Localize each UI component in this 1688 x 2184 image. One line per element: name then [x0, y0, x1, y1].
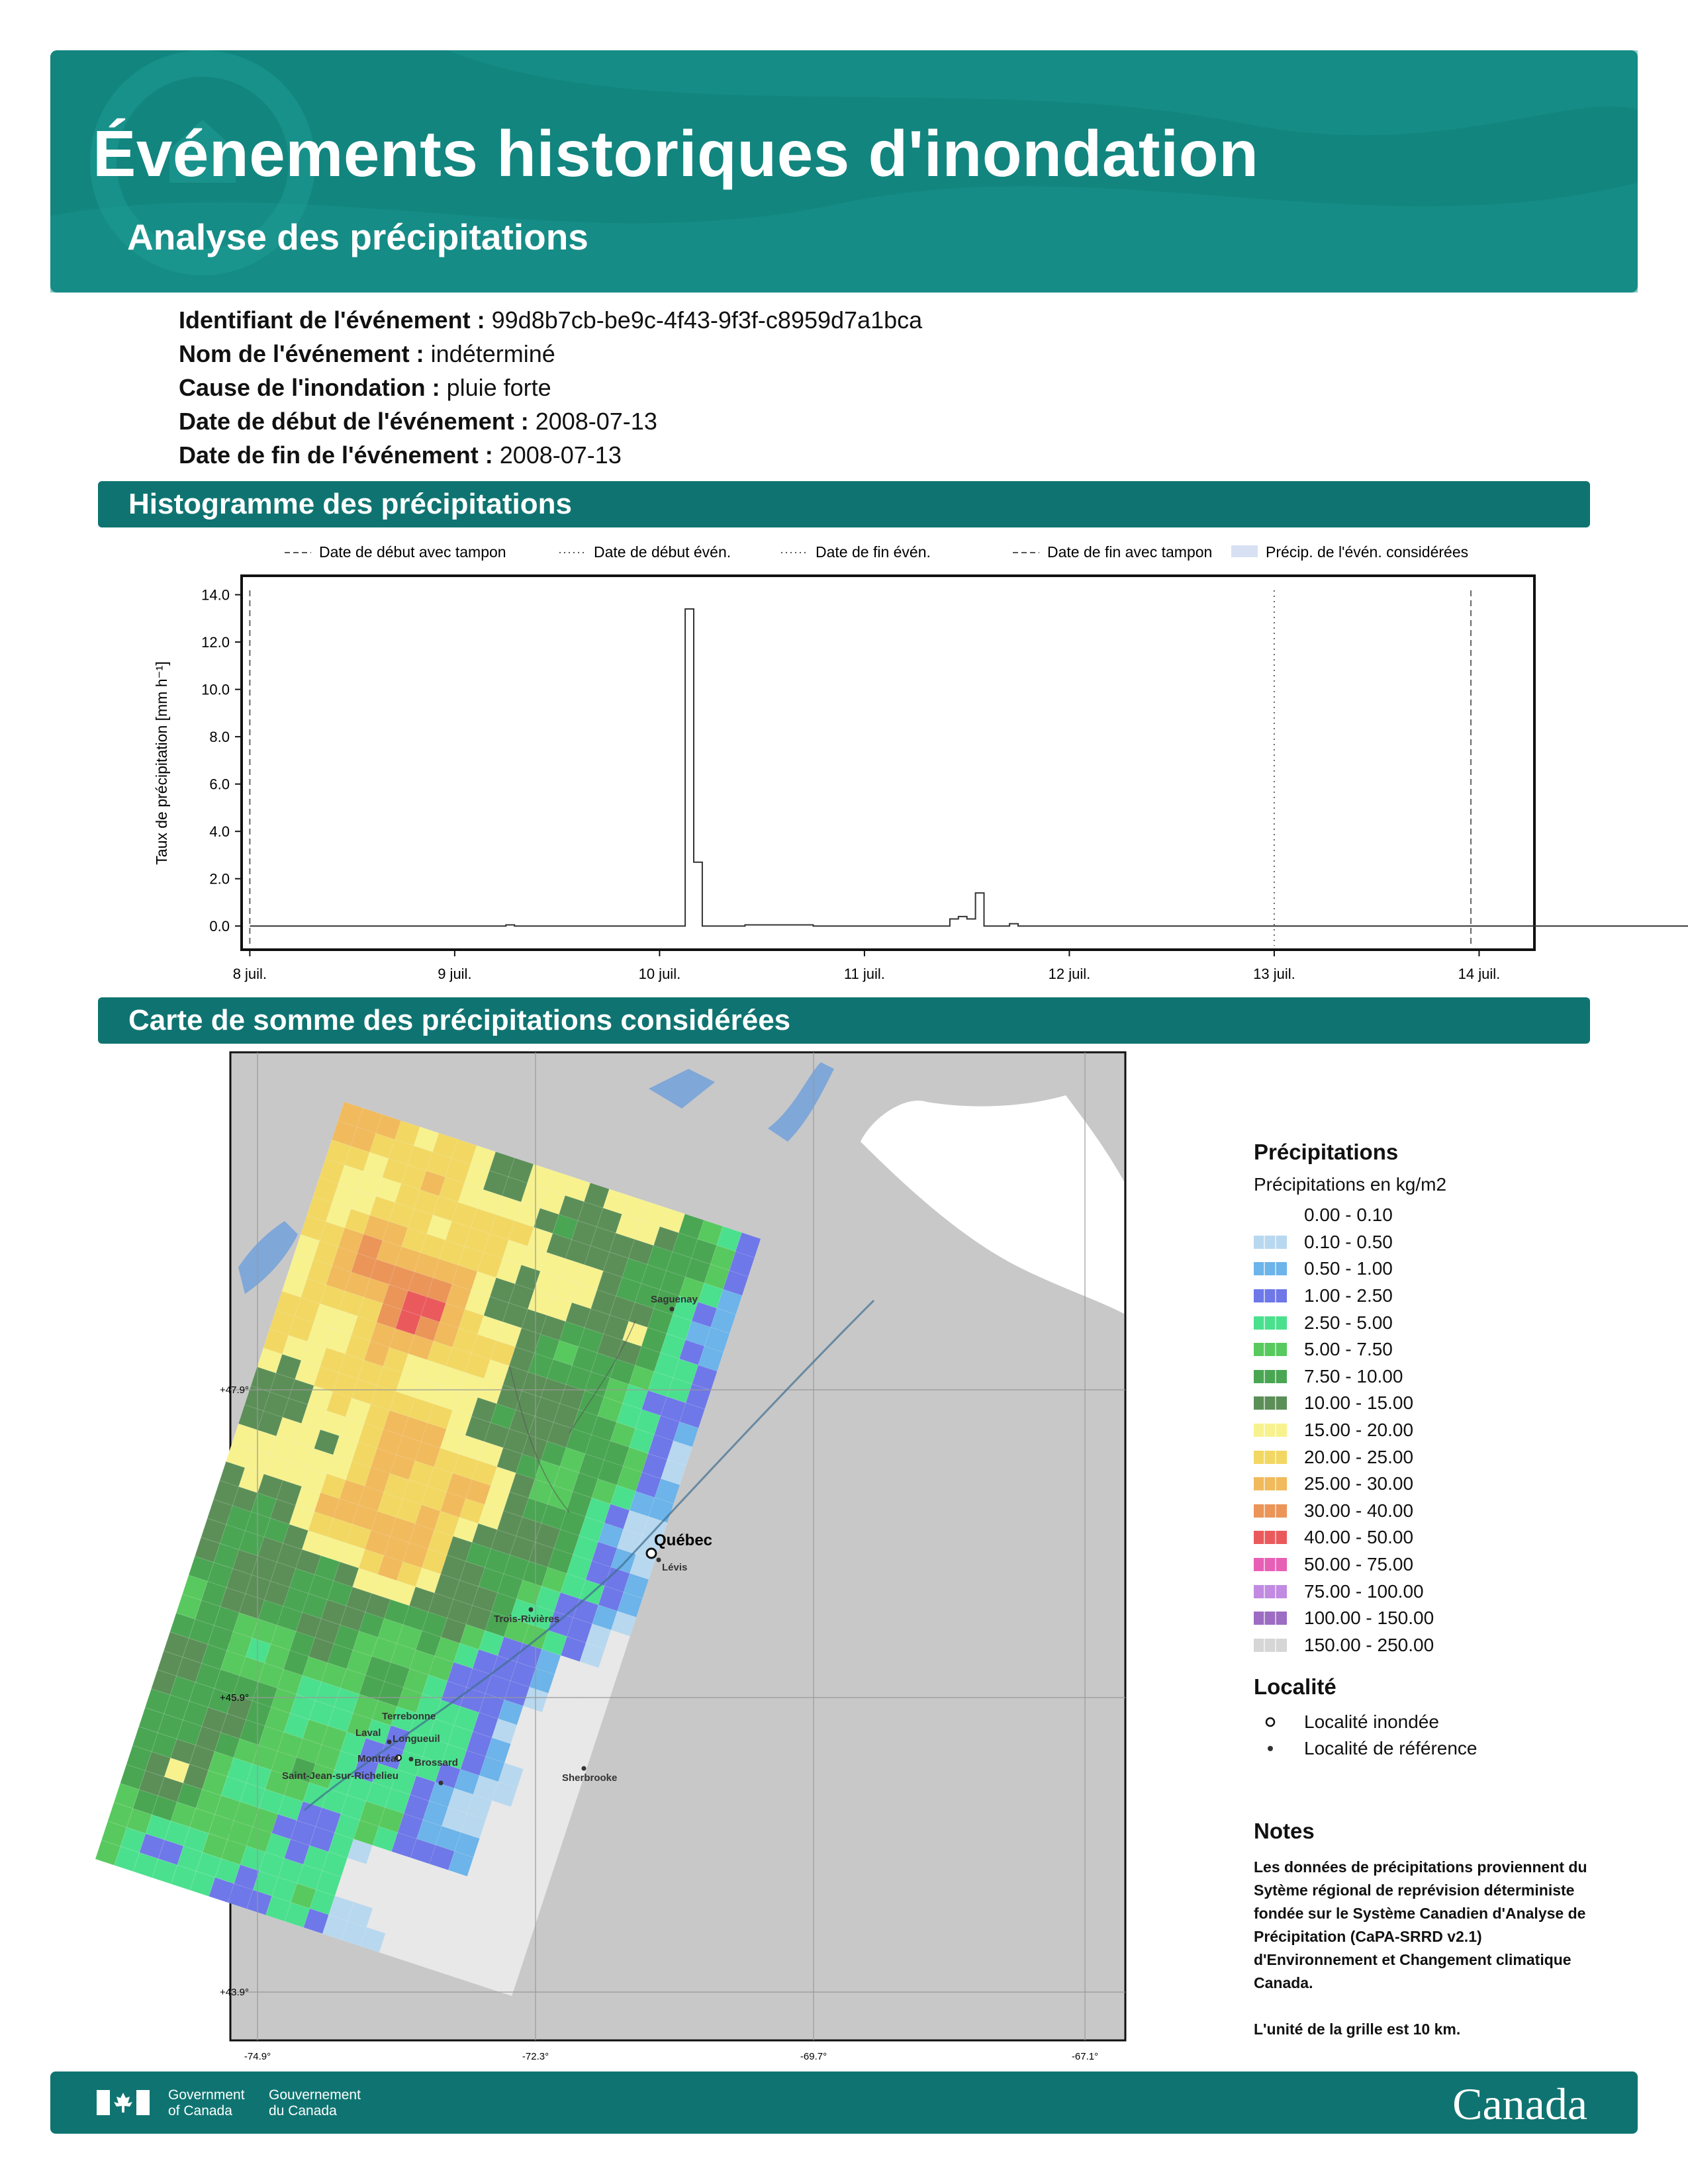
legend-item-14	[1254, 1578, 1477, 1605]
city-label-terrebonne: Terrebonne	[382, 1711, 436, 1722]
notes-title: Notes	[1254, 1819, 1315, 1843]
legend-swatch	[1254, 1531, 1287, 1544]
city-marker-brossard	[409, 1757, 414, 1762]
legend-label: 0.00 - 0.10	[1304, 1205, 1393, 1226]
y-axis-ticks	[201, 587, 242, 935]
city-marker-stjean	[439, 1781, 444, 1786]
event-end-label: Date de fin de l'événement :	[179, 441, 493, 469]
legend-label: 20.00 - 25.00	[1304, 1446, 1414, 1467]
gov-fr-line-2: du Canada	[269, 2103, 337, 2118]
legend-swatch	[1254, 1370, 1287, 1383]
x-axis-ticks	[233, 950, 1501, 982]
x-tick-label: 9 juil.	[438, 966, 472, 982]
reference-marker-icon	[1254, 1743, 1287, 1754]
legend-item-16	[1254, 1632, 1477, 1659]
city-marker-longueuil	[387, 1740, 392, 1745]
city-label-sherbrooke: Sherbrooke	[562, 1772, 618, 1784]
lat-label-1: +47.9°	[220, 1385, 249, 1396]
event-cause-label: Cause de l'inondation :	[179, 374, 440, 401]
legend-item-4	[1254, 1309, 1477, 1336]
legend-label: 30.00 - 40.00	[1304, 1500, 1414, 1521]
event-id-value: 99d8b7cb-be9c-4f43-9f3f-c8959d7a1bca	[491, 306, 923, 334]
legend-item-12	[1254, 1524, 1477, 1551]
event-start-label: Date de début de l'événement :	[179, 408, 529, 435]
event-start-value: 2008-07-13	[535, 408, 657, 435]
legend-swatch	[1254, 1558, 1287, 1571]
legend-reference	[1254, 1735, 1477, 1762]
gov-name-en	[168, 2087, 245, 2119]
event-name-label: Nom de l'événement :	[179, 340, 424, 367]
event-info	[179, 303, 922, 472]
legend-swatch	[1254, 1316, 1287, 1330]
event-cause-row	[179, 371, 922, 404]
x-tick-label: 10 juil.	[638, 966, 681, 982]
page-title: Événements historiques d'inondation	[93, 117, 1259, 190]
precipitation-histogram	[132, 533, 1556, 996]
legend-label: 0.10 - 0.50	[1304, 1231, 1393, 1252]
city-label-trois-rivieres: Trois-Rivières	[494, 1614, 560, 1625]
legend-fill-swatch	[1231, 545, 1258, 557]
flooded-marker-icon	[1254, 1717, 1287, 1727]
city-label-brossard: Brossard	[414, 1757, 458, 1768]
legend-swatch	[1254, 1639, 1287, 1652]
legend-label: 2.50 - 5.00	[1304, 1312, 1393, 1333]
y-tick-label: 8.0	[209, 729, 230, 746]
city-marker-sherbrooke	[582, 1766, 586, 1771]
notes-paragraph-2: L'unité de la grille est 10 km.	[1254, 2021, 1461, 2038]
reference-label: Localité de référence	[1304, 1738, 1477, 1759]
city-label-stjean: Saint-Jean-sur-Richelieu	[282, 1770, 399, 1782]
event-name-row	[179, 337, 922, 371]
event-end-value: 2008-07-13	[499, 441, 622, 469]
x-tick-label: 12 juil.	[1048, 966, 1091, 982]
legend-label-2: Date de fin évén.	[816, 543, 931, 561]
legend-item-13	[1254, 1551, 1477, 1578]
lat-label-2: +45.9°	[220, 1692, 249, 1704]
city-marker-trois-rivieres	[529, 1608, 534, 1612]
notes-paragraph-1: Les données de précipitations proviennent du Sytème régional de reprévision déterministe fondée sur le Système Canadien d'Analyse de Précipitation (CaPA-SRRD v2.1) d'Environnement et Changement climatique Canada.	[1254, 1858, 1587, 1991]
legend-title: Précipitations	[1254, 1140, 1399, 1164]
event-name-value: indéterminé	[430, 340, 555, 367]
legend-swatch	[1254, 1289, 1287, 1302]
legend-item-15	[1254, 1605, 1477, 1632]
lon-label-2: -72.3°	[522, 2051, 549, 2062]
y-tick-label: 4.0	[209, 823, 230, 841]
lon-label-3: -69.7°	[800, 2051, 827, 2062]
legend-item-9	[1254, 1443, 1477, 1471]
section-map-title: Carte de somme des précipitations considérées	[128, 1004, 791, 1036]
legend-swatch	[1254, 1208, 1287, 1222]
legend-label: 10.00 - 15.00	[1304, 1392, 1414, 1414]
x-tick-label: 8 juil.	[232, 966, 267, 982]
legend-swatch	[1254, 1612, 1287, 1625]
legend-swatch	[1254, 1236, 1287, 1249]
chart-legend	[285, 543, 1468, 561]
legend-items	[1254, 1202, 1477, 1659]
lon-label-4: -67.1°	[1071, 2051, 1099, 2062]
city-label-quebec: Québec	[654, 1531, 713, 1549]
legend-label-1: Date de début évén.	[594, 543, 731, 561]
legend-item-2	[1254, 1255, 1477, 1283]
legend-item-10	[1254, 1471, 1477, 1498]
flooded-label: Localité inondée	[1304, 1711, 1439, 1733]
x-tick-label: 14 juil.	[1458, 966, 1501, 982]
legend-swatch	[1254, 1343, 1287, 1356]
gov-fr-line-1: Gouvernement	[269, 2087, 361, 2103]
legend-swatch	[1254, 1424, 1287, 1437]
event-cause-value: pluie forte	[446, 374, 551, 401]
legend-label: 7.50 - 10.00	[1304, 1365, 1403, 1387]
lon-labels	[244, 2051, 1098, 2062]
legend-swatch	[1254, 1477, 1287, 1490]
legend-label: 150.00 - 250.00	[1304, 1634, 1434, 1655]
city-label-laval: Laval	[355, 1727, 381, 1739]
city-label-levis: Lévis	[662, 1562, 688, 1573]
section-map-header	[98, 997, 1590, 1044]
city-label-longueuil: Longueuil	[393, 1733, 440, 1745]
gov-en-line-2: of Canada	[168, 2103, 232, 2118]
legend-item-0	[1254, 1202, 1477, 1229]
legend-subtitle: Précipitations en kg/m2	[1254, 1174, 1447, 1195]
city-label-montreal: Montréal	[357, 1753, 399, 1764]
legend-label: 100.00 - 150.00	[1304, 1608, 1434, 1629]
event-id-label: Identifiant de l'événement :	[179, 306, 485, 334]
canada-flag-icon	[97, 2090, 150, 2115]
y-axis-label: Taux de précipitation [mm h⁻¹]	[153, 661, 170, 865]
legend-swatch	[1254, 1451, 1287, 1464]
section-histogram-header	[98, 481, 1590, 527]
x-tick-label: 13 juil.	[1253, 966, 1295, 982]
precipitation-map	[220, 1049, 1132, 2068]
x-tick-label: 11 juil.	[843, 966, 885, 982]
legend-label: 5.00 - 7.50	[1304, 1339, 1393, 1360]
canada-wordmark: Canada	[1452, 2079, 1587, 2129]
notes	[1254, 1819, 1598, 2064]
event-end-row	[179, 438, 922, 472]
y-tick-label: 14.0	[201, 586, 230, 604]
gov-en-line-1: Government	[168, 2087, 245, 2103]
page-subtitle: Analyse des précipitations	[127, 216, 588, 257]
header-banner	[50, 50, 1638, 293]
legend-label: 1.00 - 2.50	[1304, 1285, 1393, 1306]
legend-label-0: Date de début avec tampon	[319, 543, 506, 561]
plot-frame	[242, 576, 1534, 950]
lon-label-1: -74.9°	[244, 2051, 271, 2062]
event-id-row	[179, 303, 922, 337]
legend-flooded	[1254, 1709, 1477, 1735]
legend-label: 15.00 - 20.00	[1304, 1420, 1414, 1441]
legend-item-3	[1254, 1283, 1477, 1310]
section-histogram-title: Histogramme des précipitations	[128, 488, 572, 520]
legend-label: 40.00 - 50.00	[1304, 1527, 1414, 1548]
city-label-saguenay: Saguenay	[651, 1294, 698, 1305]
y-tick-label: 2.0	[209, 870, 230, 887]
legend-label-4: Précip. de l'évén. considérées	[1266, 543, 1469, 561]
legend-item-5	[1254, 1336, 1477, 1363]
locality-title: Localité	[1254, 1674, 1336, 1700]
legend-swatch	[1254, 1396, 1287, 1410]
lat-label-3: +43.9°	[220, 1987, 249, 1998]
legend-label: 75.00 - 100.00	[1304, 1580, 1424, 1602]
legend-swatch	[1254, 1504, 1287, 1518]
legend-label: 50.00 - 75.00	[1304, 1554, 1414, 1575]
y-tick-label: 0.0	[209, 918, 230, 935]
y-tick-label: 12.0	[201, 634, 230, 651]
event-start-row	[179, 404, 922, 438]
footer	[50, 2071, 1638, 2134]
map-legend	[1254, 1140, 1477, 1762]
gov-name-fr	[269, 2087, 361, 2119]
y-tick-label: 6.0	[209, 776, 230, 793]
legend-label: 25.00 - 30.00	[1304, 1473, 1414, 1494]
legend-swatch	[1254, 1585, 1287, 1598]
legend-item-8	[1254, 1417, 1477, 1444]
city-marker-saguenay	[670, 1307, 675, 1312]
legend-label: 0.50 - 1.00	[1304, 1258, 1393, 1279]
y-tick-label: 10.0	[201, 681, 230, 698]
legend-item-6	[1254, 1363, 1477, 1390]
city-marker-quebec	[647, 1549, 656, 1558]
legend-label-3: Date de fin avec tampon	[1047, 543, 1213, 561]
legend-item-7	[1254, 1390, 1477, 1417]
city-marker-levis	[657, 1558, 661, 1563]
legend-item-11	[1254, 1498, 1477, 1525]
legend-swatch	[1254, 1262, 1287, 1275]
legend-item-1	[1254, 1229, 1477, 1256]
